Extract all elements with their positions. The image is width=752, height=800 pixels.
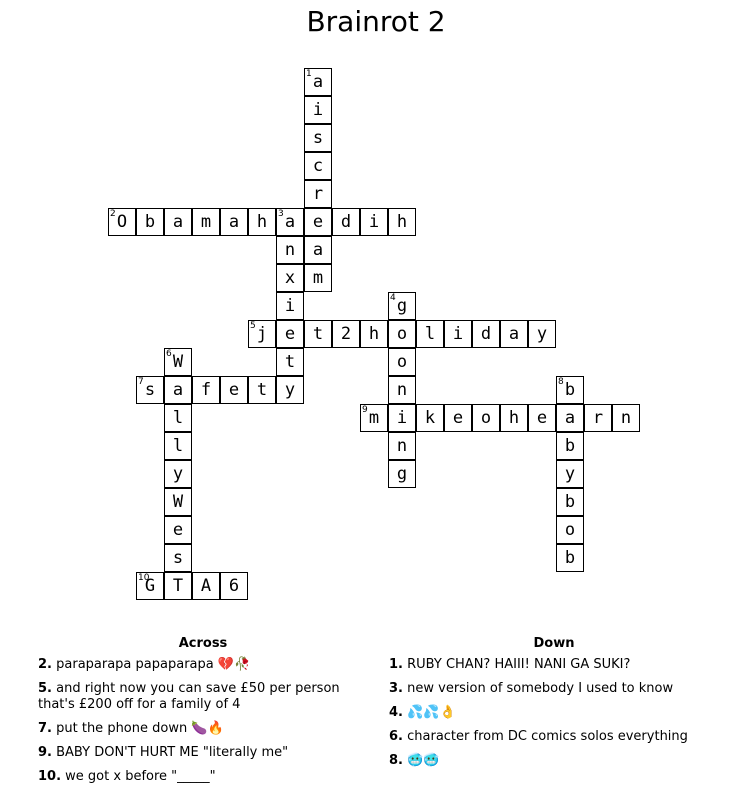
cell-letter: O: [116, 212, 128, 232]
clue-number: 8.: [389, 753, 403, 768]
clue-across-10[interactable]: [38, 769, 368, 785]
grid-cell[interactable]: [556, 376, 584, 404]
clue-number: 4.: [389, 705, 403, 720]
cell-letter: 6: [228, 576, 240, 596]
grid-cell[interactable]: [248, 320, 276, 348]
grid-cell[interactable]: [136, 572, 164, 600]
clue-text: BABY DON'T HURT ME "literally me": [56, 745, 289, 760]
grid-cell[interactable]: [556, 404, 584, 432]
cell-letter: m: [200, 212, 212, 232]
grid-cell[interactable]: [164, 572, 192, 600]
clue-text: RUBY CHAN? HAIII! NANI GA SUKI?: [407, 657, 631, 672]
cell-letter: y: [536, 324, 548, 344]
grid-cell[interactable]: [304, 208, 332, 236]
grid-cell[interactable]: [276, 236, 304, 264]
cell-number: 8: [558, 377, 564, 387]
grid-cell[interactable]: [108, 208, 136, 236]
across-clues: [38, 636, 368, 793]
cell-letter: j: [256, 324, 268, 344]
cell-letter: n: [284, 240, 296, 260]
cell-letter: f: [200, 380, 212, 400]
cell-letter: x: [284, 268, 296, 288]
grid-cell[interactable]: [304, 96, 332, 124]
grid-cell[interactable]: [276, 208, 304, 236]
grid-cell[interactable]: [220, 376, 248, 404]
cell-letter: a: [564, 408, 576, 428]
clue-across-2[interactable]: [38, 657, 368, 673]
grid-cell[interactable]: [360, 208, 388, 236]
clue-text: character from DC comics solos everything: [407, 729, 688, 744]
cell-letter: i: [368, 212, 380, 232]
grid-cell[interactable]: [556, 432, 584, 460]
grid-cell[interactable]: [304, 124, 332, 152]
grid-cell[interactable]: [388, 208, 416, 236]
cell-number: 3: [278, 209, 284, 219]
cell-letter: h: [256, 212, 268, 232]
cell-letter: a: [228, 212, 240, 232]
grid-cell[interactable]: [360, 404, 388, 432]
clue-number: 2.: [38, 657, 52, 672]
grid-cell[interactable]: [304, 236, 332, 264]
grid-cell[interactable]: [276, 320, 304, 348]
cell-letter: a: [312, 240, 324, 260]
grid-cell[interactable]: [528, 320, 556, 348]
clue-down-3[interactable]: [389, 681, 719, 697]
grid-cell[interactable]: [220, 208, 248, 236]
grid-cell[interactable]: [164, 516, 192, 544]
cell-letter: W: [172, 492, 184, 512]
cell-letter: t: [312, 324, 324, 344]
grid-cell[interactable]: [164, 208, 192, 236]
cell-letter: n: [396, 380, 408, 400]
cell-letter: g: [396, 296, 408, 316]
clue-text: we got x before "_____": [65, 769, 216, 784]
grid-cell[interactable]: [164, 460, 192, 488]
grid-cell[interactable]: [388, 376, 416, 404]
grid-cell[interactable]: [192, 208, 220, 236]
cell-letter: W: [172, 352, 184, 372]
clue-number: 7.: [38, 721, 52, 736]
grid-cell[interactable]: [360, 320, 388, 348]
grid-cell[interactable]: [304, 152, 332, 180]
cell-letter: b: [564, 436, 576, 456]
cell-letter: i: [284, 296, 296, 316]
cell-letter: h: [508, 408, 520, 428]
grid-cell[interactable]: [500, 320, 528, 348]
cell-letter: a: [312, 72, 324, 92]
grid-cell[interactable]: [304, 264, 332, 292]
cell-letter: 2: [340, 324, 352, 344]
grid-cell[interactable]: [388, 404, 416, 432]
cell-letter: e: [312, 212, 324, 232]
grid-cell[interactable]: [164, 404, 192, 432]
cell-letter: e: [172, 520, 184, 540]
clue-text: and right now you can save £50 per person that's £200 off for a family of 4: [38, 681, 340, 712]
cell-letter: k: [424, 408, 436, 428]
cell-letter: b: [564, 548, 576, 568]
cell-letter: a: [508, 324, 520, 344]
cell-letter: b: [564, 380, 576, 400]
cell-letter: s: [172, 548, 184, 568]
cell-letter: l: [172, 436, 184, 456]
clue-text: paraparapa papaparapa 💔🥀: [56, 657, 251, 672]
clue-down-4[interactable]: [389, 705, 719, 721]
grid-cell[interactable]: [528, 404, 556, 432]
cell-letter: A: [200, 576, 212, 596]
cell-letter: c: [312, 156, 324, 176]
cell-letter: t: [284, 352, 296, 372]
cell-letter: a: [172, 212, 184, 232]
cell-letter: o: [396, 352, 408, 372]
cell-letter: o: [480, 408, 492, 428]
clue-across-9[interactable]: [38, 745, 368, 761]
cell-letter: m: [368, 408, 380, 428]
cell-letter: y: [172, 464, 184, 484]
grid-cell[interactable]: [388, 348, 416, 376]
grid-cell[interactable]: [164, 432, 192, 460]
cell-number: 1: [306, 69, 312, 79]
grid-cell[interactable]: [192, 572, 220, 600]
cell-letter: d: [480, 324, 492, 344]
grid-cell[interactable]: [304, 320, 332, 348]
grid-cell[interactable]: [416, 404, 444, 432]
grid-cell[interactable]: [248, 208, 276, 236]
cell-letter: r: [592, 408, 604, 428]
grid-cell[interactable]: [584, 404, 612, 432]
grid-cell[interactable]: [276, 376, 304, 404]
clue-down-6[interactable]: [389, 729, 719, 745]
cell-letter: e: [452, 408, 464, 428]
clue-text: 💦💦👌: [407, 705, 456, 720]
grid-cell[interactable]: [444, 404, 472, 432]
cell-letter: s: [144, 380, 156, 400]
grid-cell[interactable]: [276, 348, 304, 376]
grid-cell[interactable]: [332, 320, 360, 348]
cell-number: 9: [362, 405, 368, 415]
grid-cell[interactable]: [444, 320, 472, 348]
down-heading: Down: [533, 636, 575, 651]
cell-letter: o: [564, 520, 576, 540]
grid-cell[interactable]: [164, 348, 192, 376]
grid-cell[interactable]: [164, 376, 192, 404]
cell-number: 6: [166, 349, 172, 359]
cell-letter: i: [452, 324, 464, 344]
cell-letter: n: [620, 408, 632, 428]
cell-letter: G: [144, 576, 156, 596]
down-clues: [389, 636, 719, 777]
cell-letter: i: [312, 100, 324, 120]
grid-cell[interactable]: [388, 320, 416, 348]
cell-number: 10: [138, 573, 150, 583]
cell-letter: T: [172, 576, 184, 596]
cell-letter: h: [396, 212, 408, 232]
grid-cell[interactable]: [556, 544, 584, 572]
cell-letter: h: [368, 324, 380, 344]
cell-number: 4: [390, 293, 396, 303]
cell-letter: g: [396, 464, 408, 484]
grid-cell[interactable]: [164, 544, 192, 572]
grid-cell[interactable]: [500, 404, 528, 432]
cell-letter: r: [312, 184, 324, 204]
clue-text: 🥶🥶: [407, 753, 440, 768]
cell-letter: b: [564, 492, 576, 512]
cell-letter: l: [172, 408, 184, 428]
grid-cell[interactable]: [612, 404, 640, 432]
cell-letter: e: [536, 408, 548, 428]
grid-cell[interactable]: [136, 376, 164, 404]
clue-number: 5.: [38, 681, 52, 696]
clue-across-7[interactable]: [38, 721, 368, 737]
clue-across-5[interactable]: [38, 681, 368, 713]
cell-letter: e: [284, 324, 296, 344]
clue-number: 10.: [38, 769, 62, 784]
grid-cell[interactable]: [220, 572, 248, 600]
cell-letter: t: [256, 380, 268, 400]
cell-number: 5: [250, 321, 256, 331]
cell-letter: d: [340, 212, 352, 232]
grid-cell[interactable]: [276, 264, 304, 292]
clue-down-1[interactable]: [389, 657, 719, 673]
cell-number: 7: [138, 377, 144, 387]
page-title: Brainrot 2: [306, 5, 446, 38]
grid-cell[interactable]: [164, 488, 192, 516]
clue-text: new version of somebody I used to know: [407, 681, 674, 696]
cell-letter: e: [228, 380, 240, 400]
cell-letter: a: [284, 212, 296, 232]
grid-cell[interactable]: [472, 404, 500, 432]
cell-letter: y: [284, 380, 296, 400]
clue-number: 1.: [389, 657, 403, 672]
cell-letter: a: [172, 380, 184, 400]
grid-cell[interactable]: [388, 432, 416, 460]
clue-text: put the phone down 🍆🔥: [56, 721, 224, 736]
cell-letter: s: [312, 128, 324, 148]
grid-cell[interactable]: [276, 292, 304, 320]
cell-letter: l: [424, 324, 436, 344]
grid-cell[interactable]: [248, 376, 276, 404]
grid-cell[interactable]: [388, 460, 416, 488]
grid-cell[interactable]: [416, 320, 444, 348]
grid-cell[interactable]: [556, 460, 584, 488]
across-heading: Across: [178, 636, 228, 651]
cell-number: 2: [110, 209, 116, 219]
grid-cell[interactable]: [332, 208, 360, 236]
clue-number: 9.: [38, 745, 52, 760]
grid-cell[interactable]: [556, 488, 584, 516]
cell-letter: i: [396, 408, 408, 428]
grid-cell[interactable]: [304, 180, 332, 208]
clue-down-8[interactable]: [389, 753, 719, 769]
cell-letter: y: [564, 464, 576, 484]
grid-cell[interactable]: [192, 376, 220, 404]
cell-letter: o: [396, 324, 408, 344]
grid-cell[interactable]: [556, 516, 584, 544]
grid-cell[interactable]: [472, 320, 500, 348]
cell-letter: n: [396, 436, 408, 456]
grid-cell[interactable]: [136, 208, 164, 236]
cell-letter: m: [312, 268, 324, 288]
clue-number: 3.: [389, 681, 403, 696]
grid-cell[interactable]: [304, 68, 332, 96]
clue-number: 6.: [389, 729, 403, 744]
grid-cell[interactable]: [388, 292, 416, 320]
cell-letter: b: [144, 212, 156, 232]
